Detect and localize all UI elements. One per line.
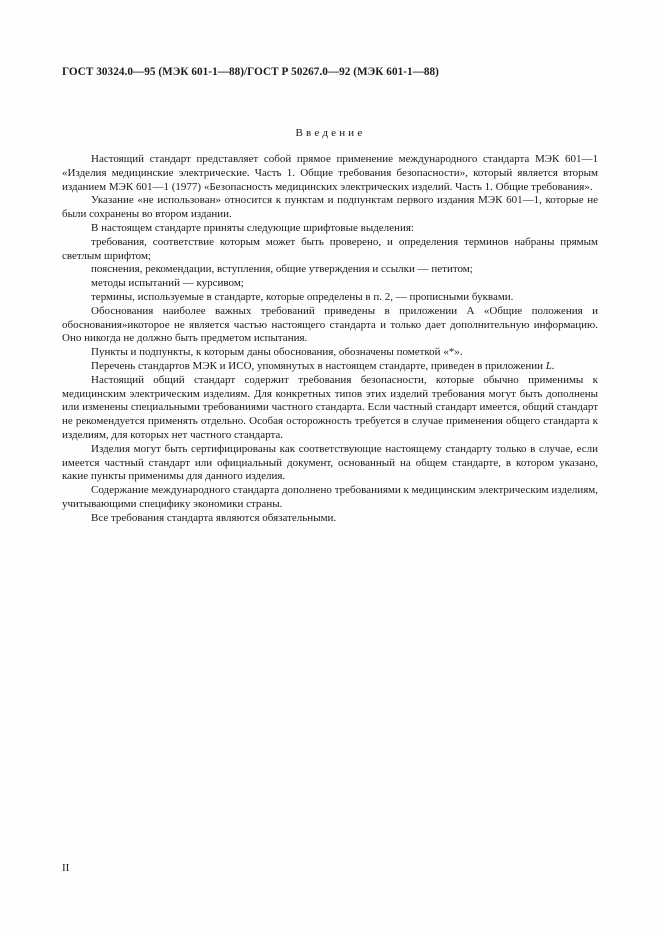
appendix-letter: L. — [545, 359, 555, 372]
paragraph-test-methods-font: методы испытаний — курсивом; — [91, 277, 244, 290]
section-title: Введение — [295, 127, 366, 139]
paragraph-rationale: Обоснования наиболее важных требований приведены в приложении А «Общие положения и обоснования»икоторое не является частью настоящего стандарта и только дает дополнительную информацию. Оно никогда не должно быть предметом испытания. — [62, 304, 598, 345]
standards-list-text: Перечень стандартов МЭК и ИСО, упомянутых в настоящем стандарте, приведен в приложении — [91, 359, 544, 372]
paragraph-requirements-font: требования, соответствие которым может быть проверено, и определения терминов набраны прямым светлым шрифтом; — [62, 235, 598, 262]
paragraph-terms-font: термины, используемые в стандарте, которые определены в п. 2, — прописными буквами. — [91, 290, 514, 303]
paragraph-intro: Настоящий стандарт представляет собой прямое применение международного стандарта МЭК 601—1 «Изделия медицинские электрические. Часть 1. Общие требования безопасности», который является вторым изданием МЭК 601—1 (1977) «Безопасность медицинских электрических изделий. Часть 1. Общие требования». — [62, 153, 598, 193]
paragraph-marked-clauses: Пункты и подпункты, к которым даны обоснования, обозначены пометкой «*». — [91, 346, 463, 359]
page-number: II — [62, 862, 70, 874]
paragraph-standards-list — [62, 360, 598, 374]
paragraph-font-conventions: В настоящем стандарте приняты следующие шрифтовые выделения: — [91, 221, 414, 234]
body-text — [62, 153, 598, 526]
paragraph-general-standard: Настоящий общий стандарт содержит требования безопасности, которые обычно применимы к медицинским электрическим изделиям. Для конкретных типов этих изделий требования могут быть дополнены или изменены специальными требованиями частного стандарта. Если частный стандарт имеется, общий стандарт не рекомендуется применять отдельно. Особая осторожность требуется в случае применения общего стандарта к изделиям, для которых нет частного стандарта. — [62, 373, 598, 441]
paragraph-national-additions: Содержание международного стандарта дополнено требованиями к медицинским электрическим изделиям, учитывающими специфику экономики страны. — [62, 484, 598, 510]
paragraph-certification: Изделия могут быть сертифицированы как соответствующие настоящему стандарту только в случае, если имеется частный стандарт или официальный документ, основанный на общем стандарте, в котором указано, какие пункты применимы для данного изделия. — [62, 442, 598, 483]
paragraph-notes-font: пояснения, рекомендации, вступления, общие утверждения и ссылки — петитом; — [91, 263, 473, 276]
document-header: ГОСТ 30324.0—95 (МЭК 601-1—88)/ГОСТ Р 50267.0—92 (МЭК 601-1—88) — [62, 66, 439, 78]
paragraph-mandatory: Все требования стандарта являются обязательными. — [91, 511, 337, 524]
paragraph-not-used: Указание «не использован» относится к пунктам и подпунктам первого издания МЭК 601—1, которые не были сохранены во втором издании. — [62, 194, 598, 221]
